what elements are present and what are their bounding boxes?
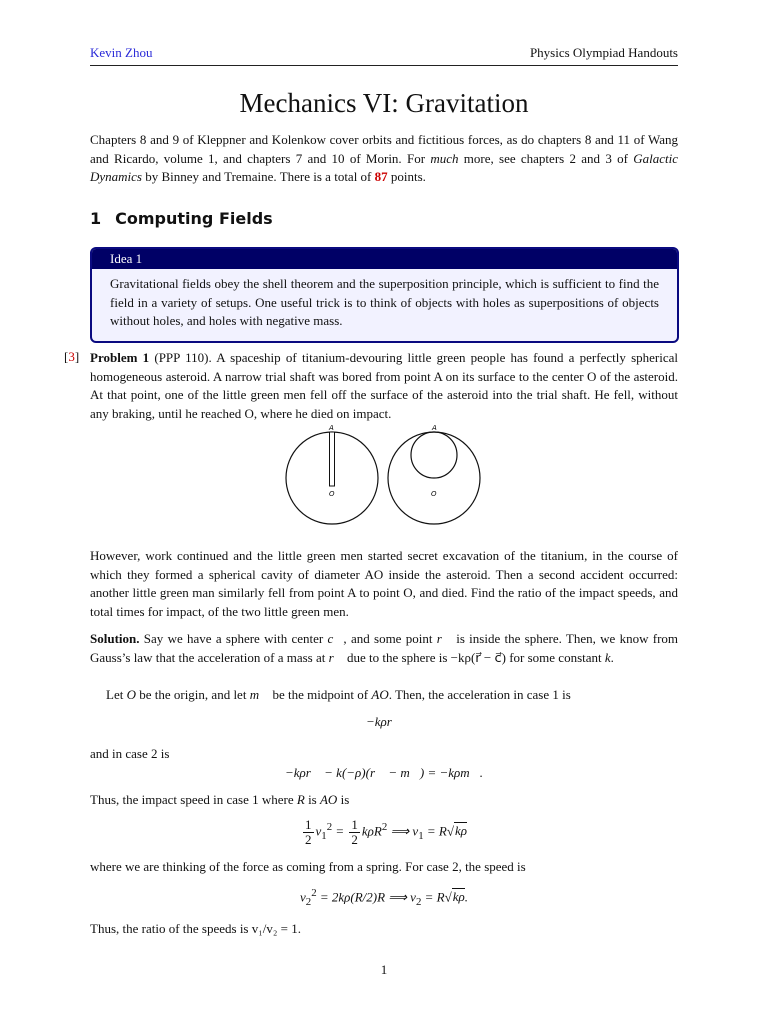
symbol-o: O	[126, 687, 136, 702]
m-vector: m⃗	[249, 687, 270, 702]
sqrt-term: kρ	[452, 889, 465, 905]
denominator: 2	[305, 832, 312, 847]
problem-paragraph	[90, 349, 678, 423]
implies: ⟹ v	[387, 823, 419, 839]
intro-text: Chapters 8 and 9 of Kleppner and Kolenkow cover orbits and fictitious forces, as do chapters 8 and 11 of Wang and Ricardo, volume 1, and chapters 7 and 10 of Morin. For	[90, 132, 678, 166]
author-link[interactable]: Kevin Zhou	[90, 45, 153, 60]
label-o-2: O	[431, 490, 437, 498]
text: Let	[106, 687, 127, 702]
equation-1: −kρr⃗	[366, 714, 402, 729]
text: is	[337, 792, 350, 807]
constant-k: k	[604, 649, 611, 665]
problem-label: Problem 1	[90, 350, 150, 365]
solution-paragraph	[90, 630, 678, 667]
text: is	[304, 792, 320, 807]
text: be the midpoint of	[269, 687, 372, 702]
label-o-1: O	[329, 490, 335, 498]
header-rule	[90, 65, 678, 66]
symbol-r: R	[296, 792, 305, 807]
label-a-1: A	[329, 424, 334, 432]
intro-text: points.	[387, 169, 426, 184]
continuation-paragraph: However, work continued and the little green men started secret excavation of the titanium, in the course of which they formed a spherical cavity of diameter AO inside the asteroid. Then a second accident occurred: another little green man similarly fell from point A to point O, and died. Find the ratio of the impact speeds, and total times for impact, of the two little green men.	[90, 548, 678, 619]
rhs: = R	[421, 889, 445, 905]
intro-paragraph	[90, 131, 678, 187]
sqrt-term: kρ	[454, 823, 467, 839]
numerator: 1	[305, 817, 312, 832]
cavity-circle	[411, 432, 457, 478]
page-number: 1	[380, 962, 388, 977]
case2-text: and in case 2 is	[90, 746, 170, 761]
bracket: ]	[74, 349, 80, 364]
idea-label: Idea 1	[92, 249, 677, 269]
equation-3: $\frac{1}{2}$ $v_1^2$ = $\frac{1}{2}$ kρR$^2$ ⟹ $v_1 = R√k\rho$	[305, 817, 467, 847]
rhs: = R	[423, 823, 447, 839]
text: . Then, the acceleration in case 1 is	[388, 687, 571, 702]
trial-shaft	[330, 432, 335, 486]
ratio-text: Thus, the ratio of the speeds is v₁/v₂ = 1.	[90, 921, 302, 936]
symbol-ao: AO	[371, 687, 389, 702]
section-heading	[90, 209, 273, 228]
section-number: 1	[90, 209, 102, 228]
problem-source: (PPP 110).	[149, 350, 212, 365]
v2-symbol: v	[299, 889, 306, 905]
r-vector: r⃗	[328, 649, 344, 665]
speed-text	[90, 791, 678, 810]
solution-line-2	[90, 686, 678, 705]
denominator: 2	[351, 832, 358, 847]
points-value: 3	[68, 349, 75, 364]
section-title: Computing Fields	[115, 209, 273, 228]
solution-text: due to the sphere is −kρ(r⃗ − c⃗) for some constant	[343, 649, 605, 665]
intro-text: by Binney and Tremaine. There is a total of	[142, 169, 375, 184]
solution-text: is inside the sphere. Then, we know from Gauss’s law that the acceleration of a mass at	[90, 631, 679, 665]
series-title: Physics Olympiad Handouts	[529, 45, 678, 60]
potential-term: kρR	[361, 823, 382, 839]
total-points: 87	[374, 169, 388, 184]
text: be the origin, and let	[135, 687, 250, 702]
v1-symbol: v	[315, 823, 322, 839]
problem-points	[64, 349, 79, 365]
idea-text: Gravitational fields obey the shell theorem and the superposition principle, which is sufficient to find the field in a variety of setups. One useful trick is to think of objects with holes as superpositions of objects without holes, and holes with negative mass.	[110, 276, 659, 328]
solution-text: Say we have a sphere with center	[139, 631, 328, 646]
r-vector: r⃗	[436, 631, 452, 646]
text: Thus, the impact speed in case 1 where	[90, 792, 297, 807]
equation-2: −kρr⃗ − k(−ρ)(r⃗ − m⃗) = −kρm⃗.	[284, 765, 484, 780]
symbol-ao: AO	[319, 792, 338, 807]
solution-text: , and some point	[343, 631, 437, 646]
asteroid-figure	[284, 424, 484, 526]
page-title: Mechanics VI: Gravitation	[239, 88, 529, 118]
solution-text: .	[610, 649, 614, 665]
spring-text: where we are thinking of the force as coming from a spring. For case 2, the speed is	[90, 859, 526, 874]
intro-emphasis: much	[430, 150, 459, 166]
fraction-half	[303, 818, 314, 847]
label-a-2: A	[432, 424, 437, 432]
running-header	[90, 45, 678, 67]
equation-4: $v_2^2 = 2k\rho(R/2)R$ ⟹ $v_2 = R√k\rho$.	[299, 887, 468, 908]
problem-text: A spaceship of titanium-devouring little green people has found a perfectly spherical homogeneous asteroid. A narrow trial shaft was bored from point A on its surface to the center O of the asteroid. At that point, one of the little green men fell off the surface of the asteroid into the trial shaft. He fell, without any braking, until he reached O, where he died on impact.	[90, 350, 678, 421]
c-vector: c⃗	[327, 631, 344, 646]
solution-label: Solution.	[90, 631, 140, 646]
intro-text: more, see chapters 2 and 3 of	[458, 150, 634, 166]
bracket: [	[64, 349, 69, 364]
numerator: 1	[351, 817, 358, 832]
equation-middle: = 2kρ(R/2)R ⟹ v	[316, 889, 416, 905]
idea-box	[90, 247, 679, 343]
period: .	[464, 889, 468, 905]
book-title: Galactic Dynamics	[90, 150, 678, 184]
fraction-half	[349, 818, 360, 847]
